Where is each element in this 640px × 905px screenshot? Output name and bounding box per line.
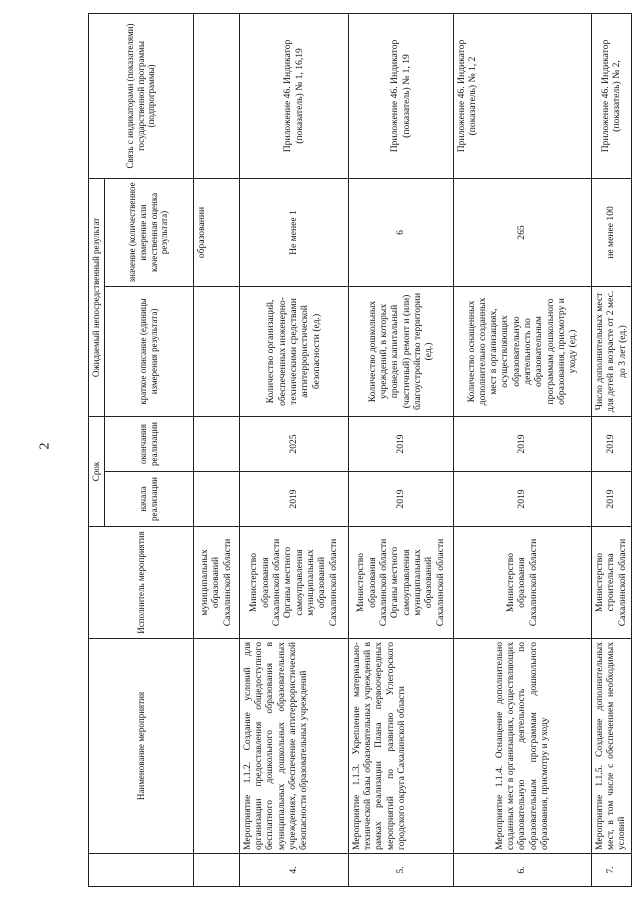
header-term-start: начала реализации (104, 472, 193, 527)
page-number: 2 (37, 442, 53, 450)
cell-executor: Министерство образования Сахалинской области Органы местного самоуправления муниципальных образований Сахалинской области (239, 527, 348, 639)
cell-link: Приложение 46. Индикатор (показатель) № 2, (591, 13, 631, 178)
header-name: Наименование мероприятия (89, 639, 194, 854)
cell-name: Мероприятие 1.1.3. Укрепление материально-технической базы образовательных учреждений в рамках реализации Плана первоочередных мероприятий по развитию Углегорского городского округа Сахалинской области (348, 639, 453, 854)
header-term-end: окончания реализации (104, 416, 193, 471)
header-result: Ожидаемый непосредственный результат (89, 178, 105, 416)
header-executor: Исполнитель мероприятия (89, 527, 194, 639)
table-row (591, 13, 631, 886)
header-term: Срок (89, 416, 105, 526)
cell-start: 2019 (239, 472, 348, 527)
cell-value: 265 (453, 178, 591, 286)
cell-link: Приложение 46. Индикатор (показатель) № 1, 16,19 (239, 13, 348, 178)
cell-num: 5. (348, 854, 453, 887)
header-link: Связь с индикаторами (показателями) государственной программы (подпрограммы) (89, 13, 194, 178)
cell-name: Мероприятие 1.1.5. Создание дополнительных мест, в том числе с обеспечением необходимых условий (591, 639, 631, 854)
cell-name: Мероприятие 1.1.4. Оснащение дополнительно созданных мест в организациях, осуществляющих образовательную деятельность по образовательным программам дошкольного образования, присмотру и уходу (453, 639, 591, 854)
table-row-continuation (193, 13, 239, 886)
cell-value: не менее 100 (591, 178, 631, 286)
cell-value: 6 (348, 178, 453, 286)
cell-desc: Количество оснащенных дополнительно созданных мест в организациях, осуществляющих образовательную деятельность по образовательным программам дошкольного образования, присмотру и уходу (ед.) (453, 286, 591, 416)
cell-end: 2025 (239, 416, 348, 471)
cell-executor: Министерство образования Сахалинской области (453, 527, 591, 639)
table-row (453, 13, 591, 886)
table-container (88, 14, 628, 887)
cell-link: Приложение 46. Индикатор (показатель) № 1, 2 (453, 13, 591, 178)
cell-executor: Министерство образования Сахалинской области Органы местного самоуправления муниципальных образований Сахалинской области (348, 527, 453, 639)
header-row-1 (89, 13, 105, 886)
cell-desc (193, 286, 239, 416)
cell-num (193, 854, 239, 887)
cell-num: 6. (453, 854, 591, 887)
table-row (348, 13, 453, 886)
cell-end: 2019 (591, 416, 631, 471)
cell-name: Мероприятие 1.1.2. Создание условий для организации предоставления общедоступного бесплатного дошкольного образования в муниципальных дошкольных образовательных учреждениях, обеспечение антитеррористической безопасности образовательных учреждений (239, 639, 348, 854)
cell-num: 4. (239, 854, 348, 887)
cell-end: 2019 (348, 416, 453, 471)
header-num (89, 854, 194, 887)
header-result-desc: краткое описание (единицы измерения результата) (104, 286, 193, 416)
cell-end: 2019 (453, 416, 591, 471)
cell-name (193, 639, 239, 854)
cell-value: образовании (193, 178, 239, 286)
cell-desc: Количество дошкольных учреждений, в которых проведен капитальный (частичный) ремонт и (или) благоустройство территории (ед.) (348, 286, 453, 416)
table-row (239, 13, 348, 886)
cell-desc: Количество организаций, обеспеченных инженерно-техническими средствами антитеррористической безопасности (ед.) (239, 286, 348, 416)
header-result-value: значение (количественное измерение или качественная оценка результата) (104, 178, 193, 286)
cell-start: 2019 (348, 472, 453, 527)
cell-executor: муниципальных образований Сахалинской области (193, 527, 239, 639)
cell-value: Не менее 1 (239, 178, 348, 286)
cell-link: Приложение 46. Индикатор (показатель) № 1, 19 (348, 13, 453, 178)
cell-executor: Министерство строительства Сахалинской области (591, 527, 631, 639)
cell-desc: Число дополнительных мест для детей в возрасте от 2 мес. до 3 лет (ед.) (591, 286, 631, 416)
cell-start (193, 472, 239, 527)
cell-start: 2019 (453, 472, 591, 527)
rotated-table (88, 14, 628, 887)
activities-table (88, 13, 632, 887)
cell-num: 7. (591, 854, 631, 887)
cell-start: 2019 (591, 472, 631, 527)
cell-end (193, 416, 239, 471)
cell-link (193, 13, 239, 178)
